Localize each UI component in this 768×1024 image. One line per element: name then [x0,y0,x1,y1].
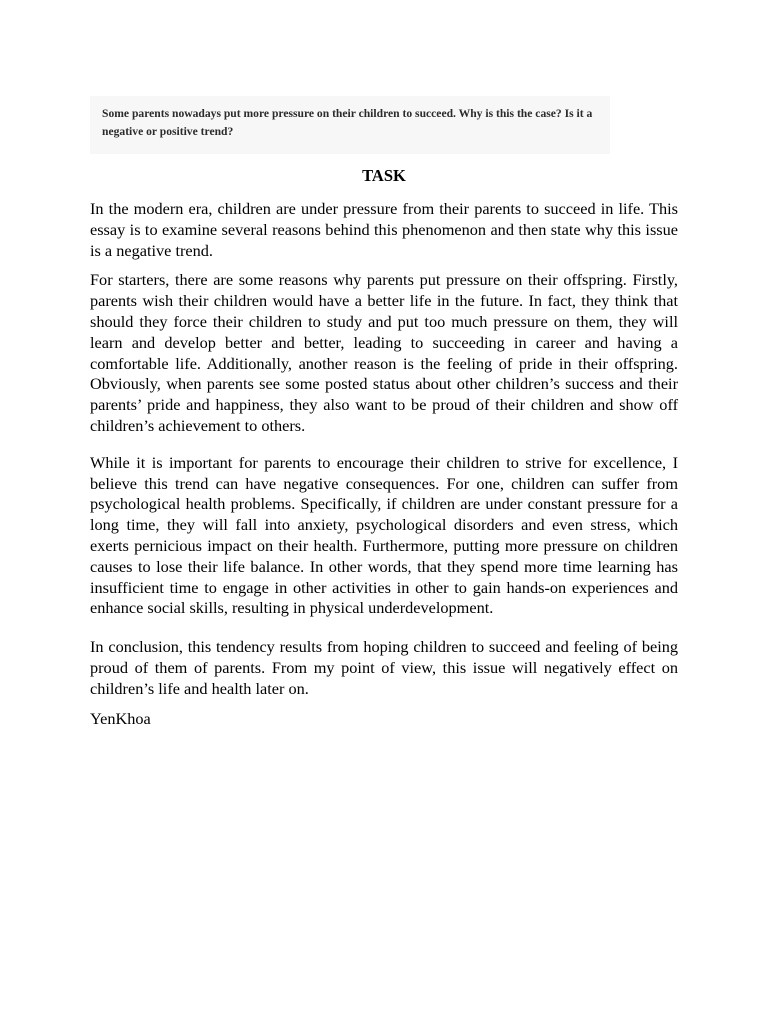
essay-paragraph-consequences: While it is important for parents to encourage their children to strive for excellence, I believe this trend can have negative consequences. For one, children can suffer from psychological health problems. Specifically, if children are under constant pressure for a long time, they will fall into anxiety, psychological disorders and even stress, which exerts pernicious impact on their health. Furthermore, putting more pressure on children causes to lose their life balance. In other words, that they spend more time learning has insufficient time to engage in other activities in other to gain hands-on experiences and enhance social skills, resulting in physical underdevelopment. [90,452,678,618]
essay-paragraph-reasons: For starters, there are some reasons why parents put pressure on their offspring. Firstly, parents wish their children would have a better life in the future. In fact, they think that should they force their children to study and put too much pressure on them, they will learn and develop better and better, leading to succeeding in career and having a comfortable life. Additionally, another reason is the feeling of pride in their offspring. Obviously, when parents see some posted status about other children’s success and their parents’ pride and happiness, they also want to be proud of their children and show off children’s achievement to others. [90,270,678,435]
page-title: TASK [362,166,406,185]
task-prompt-text: Some parents nowadays put more pressure on their children to succeed. Why is this the case? Is it a negative or positive trend? [102,107,593,138]
essay-paragraph-conclusion: In conclusion, this tendency results from hoping children to succeed and feeling of being proud of them of parents. From my point of view, this issue will negatively effect on children’s life and health later on. [90,637,678,698]
task-prompt-image [90,96,610,154]
essay-body [90,199,678,729]
essay-paragraph-introduction: In the modern era, children are under pressure from their parents to succeed in life. This essay is to examine several reasons behind this phenomenon and then state why this issue is a negative trend. [90,199,678,260]
author-signature: YenKhoa [90,708,151,728]
